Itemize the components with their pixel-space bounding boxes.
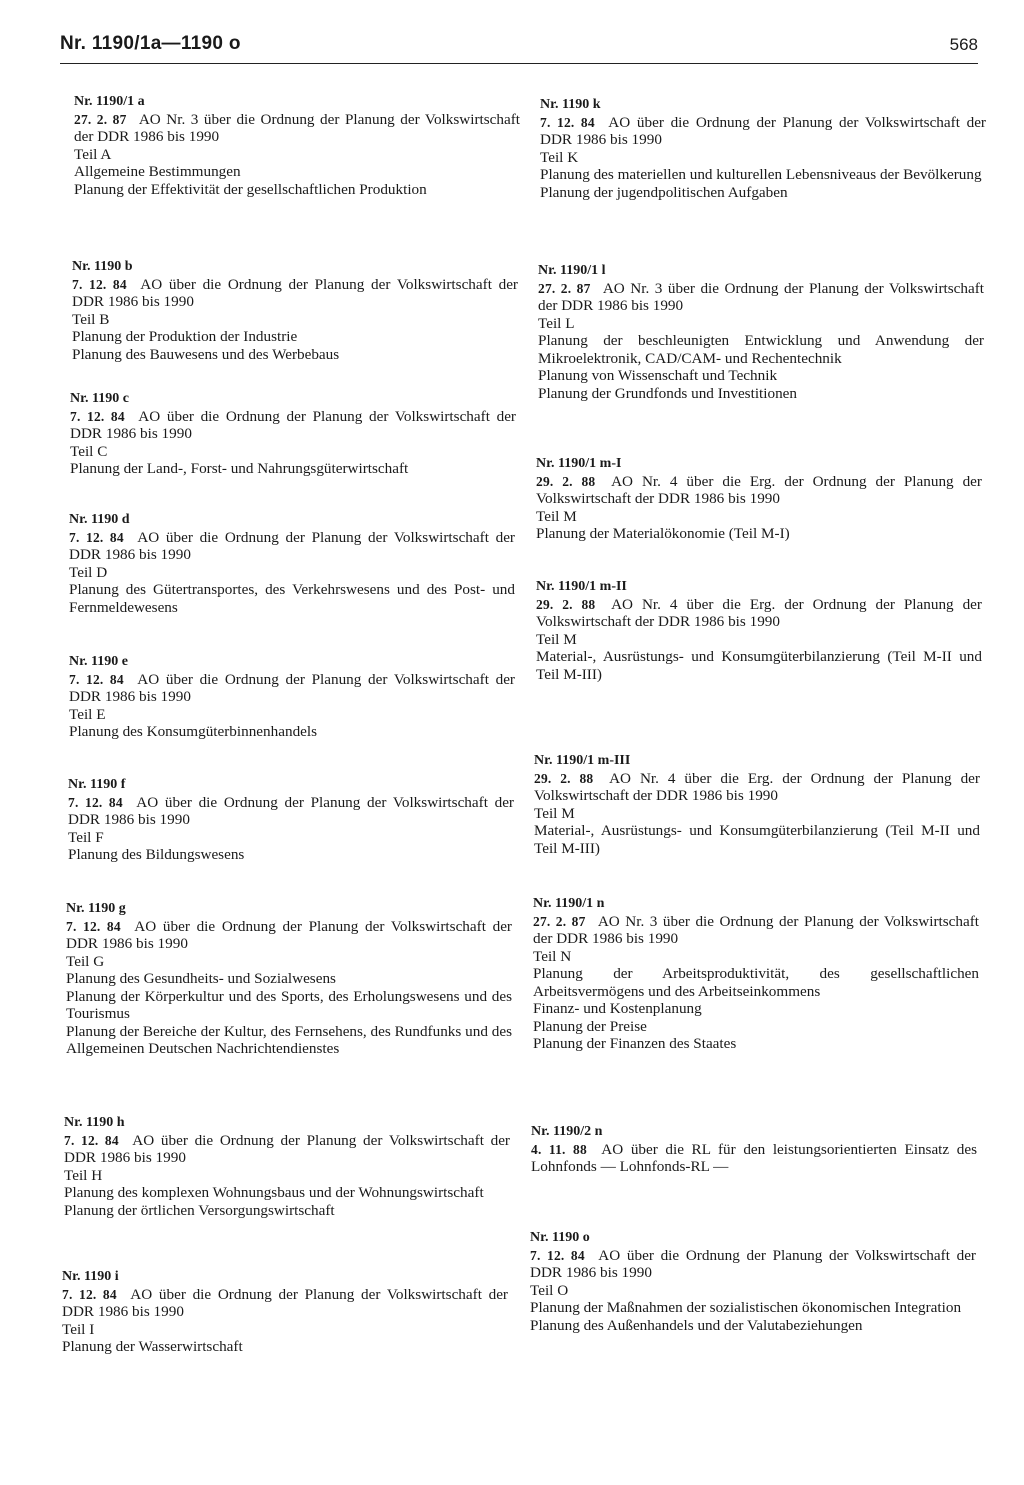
entry-subject-line: Planung der örtlichen Versorgungswirtschaft xyxy=(64,1201,335,1219)
entry-title: AO über die Ordnung der Planung der Volkswirtschaft der DDR 1986 bis 1990 xyxy=(64,1131,510,1166)
entry-subject-line: Finanz- und Kostenplanung xyxy=(533,1000,702,1017)
entry-part: Teil M xyxy=(534,804,575,822)
entry-title: AO über die Ordnung der Planung der Volkswirtschaft der DDR 1986 bis 1990 xyxy=(530,1246,976,1281)
entry-number: Nr. 1190/1 m-III xyxy=(534,753,631,768)
entry-date: 7. 12. 84 xyxy=(540,114,595,130)
entry-title: AO Nr. 3 über die Ordnung der Planung der Volkswirtschaft der DDR 1986 bis 1990 xyxy=(74,110,520,145)
entry-date: 29. 2. 88 xyxy=(536,596,596,612)
entry-subject-line: Planung der Wasserwirtschaft xyxy=(62,1338,243,1355)
regulation-entry xyxy=(64,1114,510,1219)
entry-subject-line: Planung der Land-, Forst- und Nahrungsgüterwirtschaft xyxy=(70,460,409,477)
regulation-entry xyxy=(66,900,512,1058)
regulation-entry xyxy=(70,390,516,478)
entry-part: Teil F xyxy=(68,828,104,846)
entry-subject-line: Material-, Ausrüstungs- und Konsumgüterbilanzierung (Teil M-II und Teil M-III) xyxy=(534,822,980,857)
entry-body xyxy=(534,770,980,805)
regulation-entry xyxy=(534,752,980,857)
entry-date: 4. 11. 88 xyxy=(531,1141,587,1157)
regulation-entry xyxy=(531,1123,977,1176)
entry-subject-line: Planung der Preise xyxy=(533,1017,647,1035)
entry-date: 7. 12. 84 xyxy=(70,408,125,424)
entry-subject-line: Planung des Bildungswesens xyxy=(68,846,245,863)
entry-body xyxy=(72,276,518,311)
entry-subject-line: Planung der Grundfonds und Investitionen xyxy=(538,384,797,402)
entry-part: Teil B xyxy=(72,310,110,328)
entry-subject-line: Planung der Körperkultur und des Sports, des Erholungswesens und des Tourismus xyxy=(66,987,512,1022)
header-title: Nr. 1190/1a—1190 o xyxy=(60,33,241,54)
entry-part: Teil D xyxy=(69,563,108,581)
entry-date: 7. 12. 84 xyxy=(69,529,124,545)
entry-number: Nr. 1190 c xyxy=(70,391,129,406)
entry-date: 27. 2. 87 xyxy=(538,280,591,296)
entry-part: Teil N xyxy=(533,947,572,965)
entry-title: AO über die Ordnung der Planung der Volkswirtschaft der DDR 1986 bis 1990 xyxy=(72,275,518,310)
entry-number: Nr. 1190/1 a xyxy=(74,94,145,109)
entry-number: Nr. 1190/1 m-I xyxy=(536,456,622,471)
entry-body xyxy=(62,1286,508,1321)
entry-subject-line: Planung des Gütertransportes, des Verkehrswesens und des Post- und Fernmeldewesens xyxy=(69,581,515,616)
entry-date: 29. 2. 88 xyxy=(536,473,596,489)
regulation-entry xyxy=(533,895,979,1053)
entry-date: 7. 12. 84 xyxy=(530,1247,585,1263)
entry-body xyxy=(70,408,516,443)
entry-number: Nr. 1190 d xyxy=(69,512,130,527)
entry-title: AO über die Ordnung der Planung der Volkswirtschaft der DDR 1986 bis 1990 xyxy=(66,917,512,952)
entry-number: Nr. 1190 f xyxy=(68,777,126,792)
entry-body xyxy=(74,111,520,146)
entry-date: 7. 12. 84 xyxy=(66,918,121,934)
entry-subject-line: Planung der Effektivität der gesellschaftlichen Produktion xyxy=(74,180,427,198)
entry-title: AO über die Ordnung der Planung der Volkswirtschaft der DDR 1986 bis 1990 xyxy=(540,113,986,148)
regulation-entry xyxy=(536,455,982,543)
entry-title: AO über die Ordnung der Planung der Volkswirtschaft der DDR 1986 bis 1990 xyxy=(69,528,515,563)
entry-number: Nr. 1190 b xyxy=(72,259,133,274)
entry-part: Teil E xyxy=(69,705,106,723)
entry-date: 7. 12. 84 xyxy=(64,1132,119,1148)
entry-subject-line: Planung von Wissenschaft und Technik xyxy=(538,367,778,384)
entry-part: Teil H xyxy=(64,1166,103,1184)
entry-body xyxy=(531,1141,977,1176)
regulation-entry xyxy=(536,578,982,683)
entry-part: Teil G xyxy=(66,952,105,970)
entry-part: Teil C xyxy=(70,442,108,460)
entry-part: Teil M xyxy=(536,630,577,648)
entry-number: Nr. 1190 k xyxy=(540,97,601,112)
entry-date: 27. 2. 87 xyxy=(533,913,586,929)
regulation-entry xyxy=(530,1229,976,1334)
page-header xyxy=(60,33,978,64)
entry-number: Nr. 1190 o xyxy=(530,1230,590,1245)
regulation-entry xyxy=(72,258,518,363)
entry-part: Teil K xyxy=(540,148,579,166)
entry-subject-line: Planung der beschleunigten Entwicklung und Anwendung der Mikroelektronik, CAD/CAM- und Rechentechnik xyxy=(538,332,984,367)
entry-subject-line: Planung der Maßnahmen der sozialistischen ökonomischen Integration xyxy=(530,1299,962,1316)
entry-subject-line: Planung des materiellen und kulturellen Lebensniveaus der Bevölkerung xyxy=(540,166,982,183)
entry-subject-line: Planung des Außenhandels und der Valutabeziehungen xyxy=(530,1316,863,1334)
entry-number: Nr. 1190/1 n xyxy=(533,896,605,911)
entry-part: Teil O xyxy=(530,1281,569,1299)
entry-number: Nr. 1190 g xyxy=(66,901,126,916)
entry-number: Nr. 1190/1 l xyxy=(538,263,606,278)
entry-body xyxy=(538,280,984,315)
entry-subject-line: Planung der Arbeitsproduktivität, des gesellschaftlichen Arbeitsvermögens und des Arbeitseinkommens xyxy=(533,965,979,1000)
entry-date: 7. 12. 84 xyxy=(62,1286,117,1302)
entry-body xyxy=(536,596,982,631)
regulation-entry xyxy=(62,1268,508,1356)
entry-number: Nr. 1190/1 m-II xyxy=(536,579,627,594)
regulation-entry xyxy=(538,262,984,402)
page-number: 568 xyxy=(949,35,978,54)
entry-date: 7. 12. 84 xyxy=(68,794,123,810)
entry-title: AO über die Ordnung der Planung der Volkswirtschaft der DDR 1986 bis 1990 xyxy=(70,407,516,442)
entry-body xyxy=(66,918,512,953)
entry-date: 7. 12. 84 xyxy=(72,276,127,292)
entry-title: AO über die RL für den leistungsorientierten Einsatz des Lohnfonds — Lohnfonds-RL — xyxy=(531,1140,977,1175)
entry-title: AO Nr. 4 über die Erg. der Ordnung der Planung der Volkswirtschaft der DDR 1986 bis 1990 xyxy=(536,595,982,630)
entry-body xyxy=(536,473,982,508)
entry-subject-line: Planung des komplexen Wohnungsbaus und der Wohnungswirtschaft xyxy=(64,1184,484,1201)
entry-date: 7. 12. 84 xyxy=(69,671,124,687)
entry-subject-line: Planung des Bauwesens und des Werbebaus xyxy=(72,345,340,363)
entry-subject-line: Planung der Finanzen des Staates xyxy=(533,1035,737,1052)
entry-body xyxy=(69,529,515,564)
entry-title: AO über die Ordnung der Planung der Volkswirtschaft der DDR 1986 bis 1990 xyxy=(62,1285,508,1320)
entry-title: AO Nr. 4 über die Erg. der Ordnung der Planung der Volkswirtschaft der DDR 1986 bis 1990 xyxy=(534,769,980,804)
entry-date: 27. 2. 87 xyxy=(74,111,127,127)
entry-number: Nr. 1190/2 n xyxy=(531,1124,603,1139)
entry-subject-line: Planung der jugendpolitischen Aufgaben xyxy=(540,183,788,201)
entry-subject-line: Planung der Bereiche der Kultur, des Fernsehens, des Rundfunks und des Allgemeinen Deutschen Nachrichtendienstes xyxy=(66,1022,512,1057)
entry-part: Teil A xyxy=(74,145,112,163)
entry-subject-line: Planung der Materialökonomie (Teil M-I) xyxy=(536,525,790,542)
regulation-entry xyxy=(68,776,514,864)
entry-title: AO Nr. 4 über die Erg. der Ordnung der Planung der Volkswirtschaft der DDR 1986 bis 1990 xyxy=(536,472,982,507)
entry-date: 29. 2. 88 xyxy=(534,770,594,786)
entry-title: AO über die Ordnung der Planung der Volkswirtschaft der DDR 1986 bis 1990 xyxy=(68,793,514,828)
entry-subject-line: Planung des Gesundheits- und Sozialwesens xyxy=(66,970,336,987)
entry-body xyxy=(64,1132,510,1167)
entry-title: AO Nr. 3 über die Ordnung der Planung der Volkswirtschaft der DDR 1986 bis 1990 xyxy=(533,912,979,947)
entry-body xyxy=(69,671,515,706)
entry-body xyxy=(540,114,986,149)
entry-body xyxy=(68,794,514,829)
regulation-entry xyxy=(540,96,986,201)
entry-subject-line: Material-, Ausrüstungs- und Konsumgüterbilanzierung (Teil M-II und Teil M-III) xyxy=(536,648,982,683)
entry-subject-line: Planung des Konsumgüterbinnenhandels xyxy=(69,723,318,740)
entry-title: AO über die Ordnung der Planung der Volkswirtschaft der DDR 1986 bis 1990 xyxy=(69,670,515,705)
entry-number: Nr. 1190 h xyxy=(64,1115,125,1130)
entry-body xyxy=(533,913,979,948)
entry-number: Nr. 1190 e xyxy=(69,654,128,669)
regulation-entry xyxy=(69,511,515,616)
entry-part: Teil M xyxy=(536,507,577,525)
regulation-entry xyxy=(74,93,520,198)
entry-part: Teil L xyxy=(538,314,575,332)
entry-part: Teil I xyxy=(62,1320,95,1338)
entry-number: Nr. 1190 i xyxy=(62,1269,119,1284)
entry-subject-line: Planung der Produktion der Industrie xyxy=(72,328,298,345)
entry-subject-line: Allgemeine Bestimmungen xyxy=(74,163,241,180)
entry-body xyxy=(530,1247,976,1282)
regulation-entry xyxy=(69,653,515,741)
entry-title: AO Nr. 3 über die Ordnung der Planung der Volkswirtschaft der DDR 1986 bis 1990 xyxy=(538,279,984,314)
